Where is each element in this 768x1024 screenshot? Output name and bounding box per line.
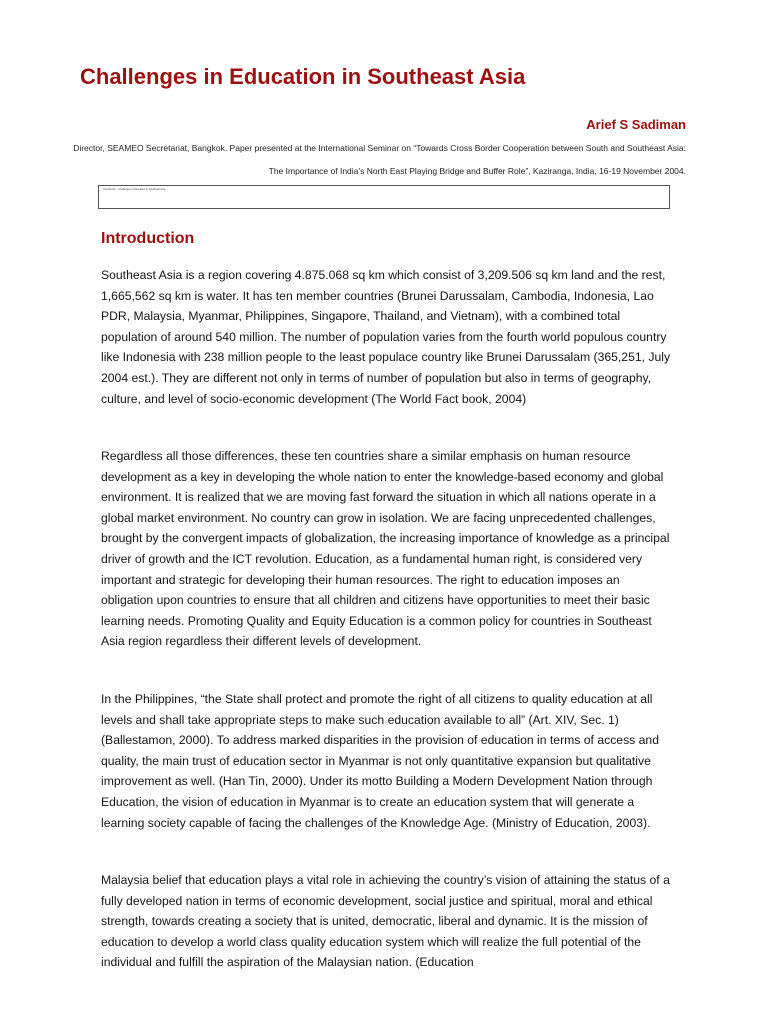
author-affiliation: Director, SEAMEO Secretariat, Bangkok. Paper presented at the International Seminar on “Towards Cross Border Cooperation between South and Southeast Asia: The Importance of India’s North East Playing Bridge and Buffer Role”, Kaziranga, India, 16-19 November 2004. bbox=[73, 143, 686, 176]
body-paragraph-2: Regardless all those differences, these ten countries share a similar emphasis on human resource development as a key in developing the whole nation to enter the knowledge-based economy and global environment. It is realized that we are moving fast forward the situation in which all nations operate in a global market environment. No country can grow in isolation. We are facing unprecedented challenges, brought by the convergent impacts of globalization, the increasing importance of knowledge as a principal driver of growth and the ICT revolution. Education, as a fundamental human right, is considered very important and strategic for developing their human resources. The right to education imposes an obligation upon countries to ensure that all children and citizens have opportunities to meet their basic learning needs. Promoting Quality and Equity Education is a common policy for countries in Southeast Asia region regardless their different levels of development. bbox=[101, 449, 670, 649]
section-heading-introduction: Introduction bbox=[101, 230, 195, 247]
paper-title: Challenges in Education in Southeast Asia bbox=[80, 64, 526, 89]
body-paragraph-3: In the Philippines, “the State shall protect and promote the right of all citizens to quality education at all levels and shall take appropriate steps to make such education available to all” (Art. XIV, Sec. 1) (Ballestamon, 2000). To address marked disparities in the provision of education in terms of access and quality, the main trust of education sector in Myanmar is not only quantitative expansion but qualitative improvement as well. (Han Tin, 2000). Under its motto Building a Modern Development Nation through Education, the vision of education in Myanmar is to create an education system that will generate a learning society capable of facing the challenges of the Knowledge Age. (Ministry of Education, 2003). bbox=[101, 692, 659, 830]
contents-box bbox=[98, 185, 670, 209]
contents-box-text: Introduction · Challenges in Education in Southeast Asia bbox=[103, 188, 166, 191]
body-paragraph-1: Southeast Asia is a region covering 4.875.068 sq km which consist of 3,209.506 sq km land and the rest, 1,665,562 sq km is water. It has ten member countries (Brunei Darussalam, Cambodia, Indonesia, Lao PDR, Malaysia, Myanmar, Philippines, Singapore, Thailand, and Vietnam), with a combined total population of around 540 million. The number of population varies from the fourth world populous country like Indonesia with 238 million people to the least populace country like Brunei Darussalam (365,251, July 2004 est.). They are different not only in terms of number of population but also in terms of geography, culture, and level of socio-economic development (The World Fact book, 2004) bbox=[101, 268, 671, 406]
author-name: Arief S Sadiman bbox=[586, 117, 686, 132]
body-paragraph-4: Malaysia belief that education plays a vital role in achieving the country’s vision of attaining the status of a fully developed nation in terms of economic development, social justice and spiritual, moral and ethical strength, towards creating a society that is united, democratic, liberal and dynamic. It is the mission of education to develop a world class quality education system which will realize the full potential of the individual and fulfill the aspiration of the Malaysian nation. (Education bbox=[101, 873, 670, 970]
